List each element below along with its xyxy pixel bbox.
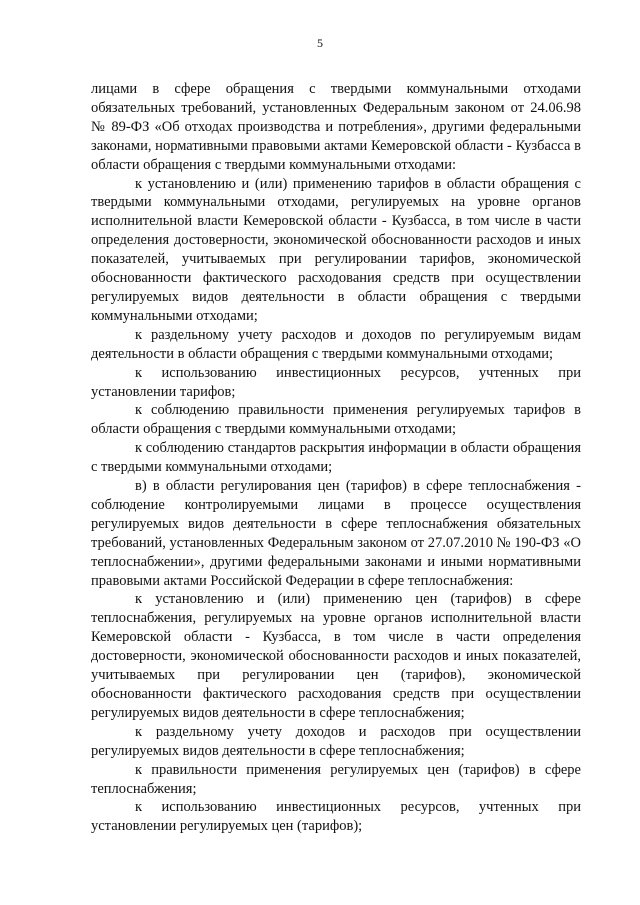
paragraph: к раздельному учету расходов и доходов по регулируемым видам деятельности в области обращения с твердыми коммунальными отходами; — [91, 326, 581, 362]
paragraph: к установлению и (или) применению цен (тарифов) в сфере теплоснабжения, регулируемых на уровне органов исполнительной власти Кемеровской области - Кузбасса, в том числе в части определения достоверности, экономической обоснованности расходов и иных показателей, учитываемых при регулировании цен (тарифов), экономической обоснованности фактического расходования средств при осуществлении регулируемых видов деятельности в сфере теплоснабжения; — [91, 591, 581, 721]
paragraph: к соблюдению стандартов раскрытия информации в области обращения с твердыми коммунальными отходами; — [91, 440, 581, 476]
paragraph: к соблюдению правильности применения регулируемых тарифов в области обращения с твердыми коммунальными отходами; — [91, 402, 581, 438]
paragraph: лицами в сфере обращения с твердыми коммунальными отходами обязательных требований, установленных Федеральным законом от 24.06.98 № 89-ФЗ «Об отходах производства и потребления», другими федеральными законами, нормативными правовыми актами Кемеровской области - Кузбасса в области обращения с твердыми коммунальными отходами: — [91, 81, 581, 173]
paragraph: к использованию инвестиционных ресурсов, учтенных при установлении тарифов; — [91, 364, 581, 400]
document-body — [91, 80, 581, 836]
paragraph: в) в области регулирования цен (тарифов) в сфере теплоснабжения - соблюдение контролируемыми лицами в процессе осуществления регулируемых видов деятельности в сфере теплоснабжения обязательных требований, установленных Федеральным законом от 27.07.2010 № 190-ФЗ «О теплоснабжении», другими федеральными законами и иными нормативными правовыми актами Российской Федерации в сфере теплоснабжения: — [91, 478, 581, 589]
paragraph: к раздельному учету доходов и расходов при осуществлении регулируемых видов деятельности в сфере теплоснабжения; — [91, 723, 581, 759]
paragraph: к установлению и (или) применению тарифов в области обращения с твердыми коммунальными отходами, регулируемых на уровне органов исполнительной власти Кемеровской области - Кузбасса, в том числе в части определения достоверности, экономической обоснованности расходов и иных показателей, учитываемых при регулировании тарифов, экономической обоснованности фактического расходования средств при осуществлении регулируемых видов деятельности в области обращения с твердыми коммунальными отходами; — [91, 175, 581, 324]
paragraph: к правильности применения регулируемых цен (тарифов) в сфере теплоснабжения; — [91, 761, 581, 797]
paragraph: к использованию инвестиционных ресурсов, учтенных при установлении регулируемых цен (тарифов); — [91, 799, 581, 835]
page-number: 5 — [317, 36, 323, 50]
